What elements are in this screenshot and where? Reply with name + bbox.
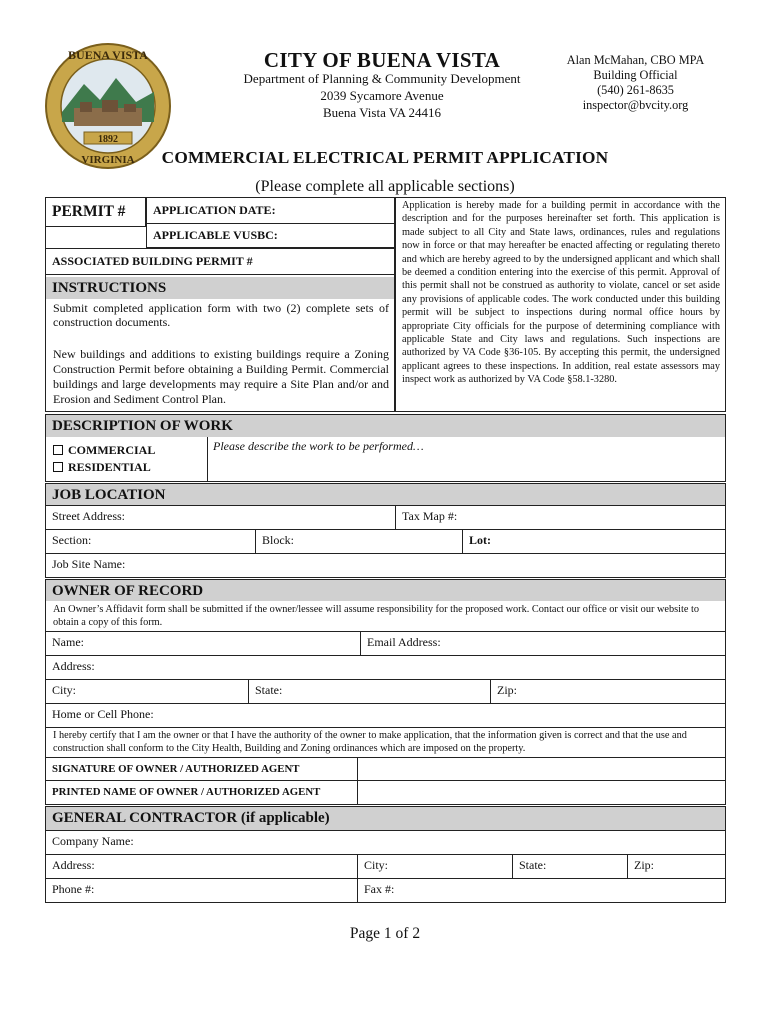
- page-number: Page 1 of 2: [349, 925, 421, 942]
- official-name: Alan McMahan, CBO MPA: [566, 53, 705, 67]
- section-field[interactable]: [45, 529, 256, 554]
- contractor-header: GENERAL CONTRACTOR (if applicable): [46, 807, 725, 830]
- block-field[interactable]: [255, 529, 463, 554]
- contractor-fax-field[interactable]: [357, 878, 726, 903]
- owner-address-label: Address:: [52, 659, 95, 673]
- contractor-state-label: State:: [519, 858, 547, 872]
- street-address-field[interactable]: [45, 505, 396, 530]
- printed-name-label: PRINTED NAME OF OWNER / AUTHORIZED AGENT: [52, 786, 321, 798]
- seal-top-text: BUENA VISTA: [68, 48, 148, 62]
- owner-header: OWNER OF RECORD: [46, 580, 725, 601]
- contractor-zip-label: Zip:: [634, 858, 654, 872]
- owner-address-field[interactable]: [45, 655, 726, 680]
- seal-bottom-text: VIRGINIA: [81, 154, 135, 166]
- department-street: 2039 Sycamore Avenue: [320, 88, 444, 103]
- department-name: Department of Planning & Community Development: [243, 71, 521, 86]
- job-location-header: JOB LOCATION: [46, 484, 725, 505]
- job-site-name-label: Job Site Name:: [52, 557, 126, 571]
- contractor-city-label: City:: [364, 858, 389, 872]
- signature-label-cell: [45, 757, 358, 781]
- owner-email-field[interactable]: [360, 631, 726, 656]
- street-address-label: Street Address:: [52, 509, 125, 523]
- contractor-phone-field[interactable]: [45, 878, 358, 903]
- residential-label: RESIDENTIAL: [68, 460, 151, 474]
- owner-zip-label: Zip:: [497, 683, 517, 697]
- application-date-field[interactable]: [146, 197, 395, 224]
- signature-label: SIGNATURE OF OWNER / AUTHORIZED AGENT: [52, 763, 300, 775]
- contractor-phone-label: Phone #:: [52, 882, 95, 896]
- residential-checkbox[interactable]: [53, 460, 151, 474]
- city-name: CITY OF BUENA VISTA: [263, 48, 501, 72]
- company-name-field[interactable]: [45, 830, 726, 855]
- tax-map-label: Tax Map #:: [402, 509, 458, 523]
- contractor-address-label: Address:: [52, 858, 95, 872]
- associated-permit-label: ASSOCIATED BUILDING PERMIT #: [52, 254, 253, 268]
- lot-field[interactable]: [462, 529, 726, 554]
- work-description-placeholder: Please describe the work to be performed…: [213, 439, 424, 453]
- owner-certification-text: I hereby certify that I am the owner or that I have the authority of the owner to make application, that the information given is correct and that the use and construction shall conform to the City Health, Building and Zoning ordinances which are imposed on the property.: [53, 730, 687, 754]
- owner-zip-field[interactable]: [490, 679, 726, 704]
- vusbc-field[interactable]: [146, 223, 395, 248]
- commercial-checkbox-box[interactable]: [53, 445, 63, 455]
- official-email[interactable]: inspector@bvcity.org: [582, 98, 689, 112]
- contractor-address-field[interactable]: [45, 854, 358, 879]
- form-subtitle: (Please complete all applicable sections): [255, 178, 515, 195]
- legal-statement-text: Application is hereby made for a building permit in accordance with the description and for the purposes hereinafter set forth. This application is made subject to all City and State laws, ordinances, rules and regulations now in force or that may hereafter be enacted affecting or regulating thereto and which are hereby agreed to by the undersigned applicant and which shall be deemed a condition entering into the exercise of this permit. Approval of this permit shall not be construed as authority to violate, cancel or set aside any provisions of applicable codes. The work conducted under this building permit will be subject to inspections during normal office hours by appropriate City officials for the purpose of determining compliance with applicable State and City laws and regulations. Such inspections are authorized by VA Code §36-105. By accepting this permit, the undersigned applicant agrees to these inspections. In addition, real estate assessors may inspect work as authorized by VA Code §58.1-3280.: [402, 200, 720, 386]
- commercial-label: COMMERCIAL: [68, 443, 156, 457]
- section-label: Section:: [52, 533, 92, 547]
- application-date-label: APPLICATION DATE:: [153, 203, 276, 217]
- owner-name-label: Name:: [52, 635, 84, 649]
- signature-field[interactable]: [357, 757, 726, 781]
- work-description-field[interactable]: [213, 439, 718, 479]
- tax-map-field[interactable]: [395, 505, 726, 530]
- contractor-city-field[interactable]: [357, 854, 513, 879]
- owner-city-field[interactable]: [45, 679, 249, 704]
- contractor-fax-label: Fax #:: [364, 882, 395, 896]
- company-name-label: Company Name:: [52, 834, 134, 848]
- owner-name-field[interactable]: [45, 631, 361, 656]
- owner-state-label: State:: [255, 683, 283, 697]
- lot-label: Lot:: [469, 533, 491, 547]
- associated-permit-field[interactable]: [45, 248, 395, 275]
- residential-checkbox-box[interactable]: [53, 462, 63, 472]
- seal-year: 1892: [98, 134, 118, 145]
- instructions-header: INSTRUCTIONS: [46, 277, 394, 299]
- instructions-text-1: Submit completed application form with two (2) complete sets of construction documents.: [53, 301, 389, 329]
- vusbc-label: APPLICABLE VUSBC:: [153, 228, 278, 242]
- block-label: Block:: [262, 533, 294, 547]
- job-site-name-field[interactable]: [45, 553, 726, 578]
- owner-state-field[interactable]: [248, 679, 491, 704]
- owner-phone-label: Home or Cell Phone:: [52, 707, 154, 721]
- form-title: COMMERCIAL ELECTRICAL PERMIT APPLICATION: [161, 148, 609, 167]
- instructions-text-2: New buildings and additions to existing buildings require a Zoning Construction Permit before obtaining a Building Permit. Commercial buildings and large developments may require a Site Plan and/or and Erosion and Sediment Control Plan.: [53, 347, 389, 406]
- description-divider: [207, 437, 208, 482]
- owner-phone-field[interactable]: [45, 703, 726, 728]
- permit-label: PERMIT #: [52, 203, 126, 220]
- official-title: Building Official: [593, 68, 678, 82]
- description-header: DESCRIPTION OF WORK: [46, 415, 725, 437]
- printed-name-field[interactable]: [357, 780, 726, 805]
- owner-email-label: Email Address:: [367, 635, 441, 649]
- contractor-state-field[interactable]: [512, 854, 628, 879]
- contractor-zip-field[interactable]: [627, 854, 726, 879]
- owner-affidavit-note: An Owner’s Affidavit form shall be submitted if the owner/lessee will assume responsibility for the proposed work. Contact our office or visit our website to obtain a copy of this form.: [53, 604, 700, 628]
- commercial-checkbox[interactable]: [53, 443, 155, 457]
- owner-city-label: City:: [52, 683, 77, 697]
- permit-number-field[interactable]: [45, 197, 146, 227]
- printed-name-label-cell: [45, 780, 358, 805]
- department-city-state: Buena Vista VA 24416: [322, 105, 442, 120]
- official-phone: (540) 261-8635: [597, 83, 674, 97]
